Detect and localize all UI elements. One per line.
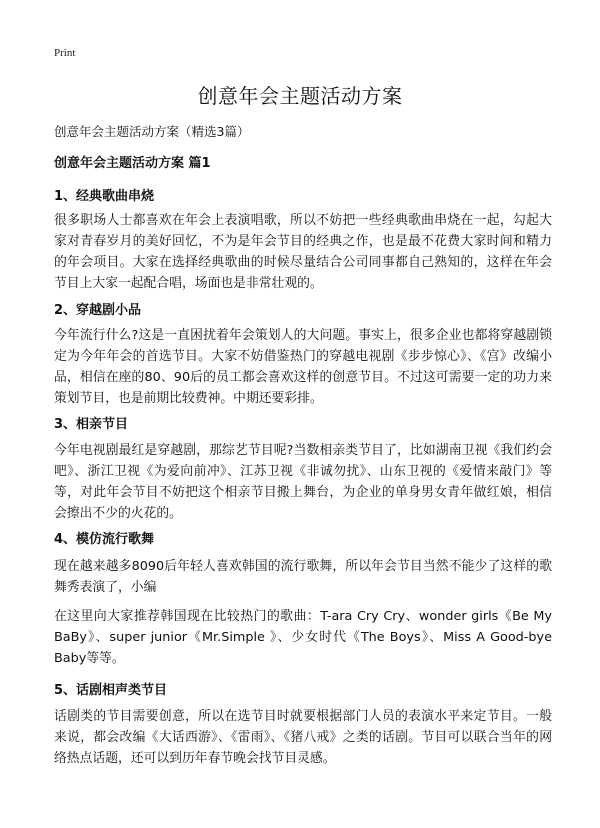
heading-drama-crosstalk: 5、话剧相声类节目: [54, 683, 168, 698]
section-title: 创意年会主题活动方案 篇1: [54, 156, 211, 171]
heading-pop-dance: 4、模仿流行歌舞: [54, 532, 155, 547]
paragraph-pop-dance-intro: 现在越来越多8090后年轻人喜欢韩国的流行歌舞，所以年会节目当然不能少了这样的歌舞秀表演了，小编: [54, 559, 552, 595]
heading-dating-show: 3、相亲节目: [54, 417, 129, 432]
print-label[interactable]: Print: [54, 47, 76, 59]
heading-time-travel-skit: 2、穿越剧小品: [54, 303, 142, 318]
heading-classic-songs: 1、经典歌曲串烧: [54, 189, 155, 204]
document-title: 创意年会主题活动方案: [197, 84, 403, 108]
paragraph-pop-dance-songs: 在这里向大家推荐韩国现在比较热门的歌曲：T-ara Cry Cry、wonder girls《Be My BaBy》、super junior《Mr.Simple 》、少女时代《The Boys》、Miss A Good-bye Baby等等。: [54, 609, 552, 666]
document-subtitle: 创意年会主题活动方案（精选3篇）: [54, 124, 250, 139]
paragraph-time-travel-skit: 今年流行什么?这是一直困扰着年会策划人的大问题。事实上，很多企业也都将穿越剧锁定为今年年会的首选节目。大家不妨借鉴热门的穿越电视剧《步步惊心》、《宫》改编小品，相信在座的80、90后的员工都会喜欢这样的创意节目。不过这可需要一定的功力来策划节目，也是前期比较费神。中期还要彩排。: [54, 328, 552, 406]
paragraph-classic-songs: 很多职场人士都喜欢在年会上表演唱歌，所以不妨把一些经典歌曲串烧在一起，勾起大家对青春岁月的美好回忆，不为是年会节目的经典之作，也是最不花费大家时间和精力的年会项目。大家在选择经典歌曲的时候尽量结合公司同事都自己熟知的，这样在年会节目上大家一起配合唱，场面也是非常壮观的。: [54, 213, 552, 291]
paragraph-drama-crosstalk: 话剧类的节目需要创意，所以在选节目时就要根据部门人员的表演水平来定节目。一般来说，都会改编《大话西游》、《雷雨》、《猪八戒》之类的话剧。节目可以联合当年的网络热点话题，还可以到历年春节晚会找节目灵感。: [54, 709, 552, 766]
paragraph-dating-show: 今年电视剧最红是穿越剧，那综艺节目呢?当数相亲类节目了，比如湖南卫视《我们约会吧》、浙江卫视《为爱向前冲》、江苏卫视《非诚勿扰》、山东卫视的《爱情来敲门》等等，对此年会节目不妨把这个相亲节目搬上舞台，为企业的单身男女青年做红娘，相信会擦出不少的火花的。: [54, 443, 552, 521]
